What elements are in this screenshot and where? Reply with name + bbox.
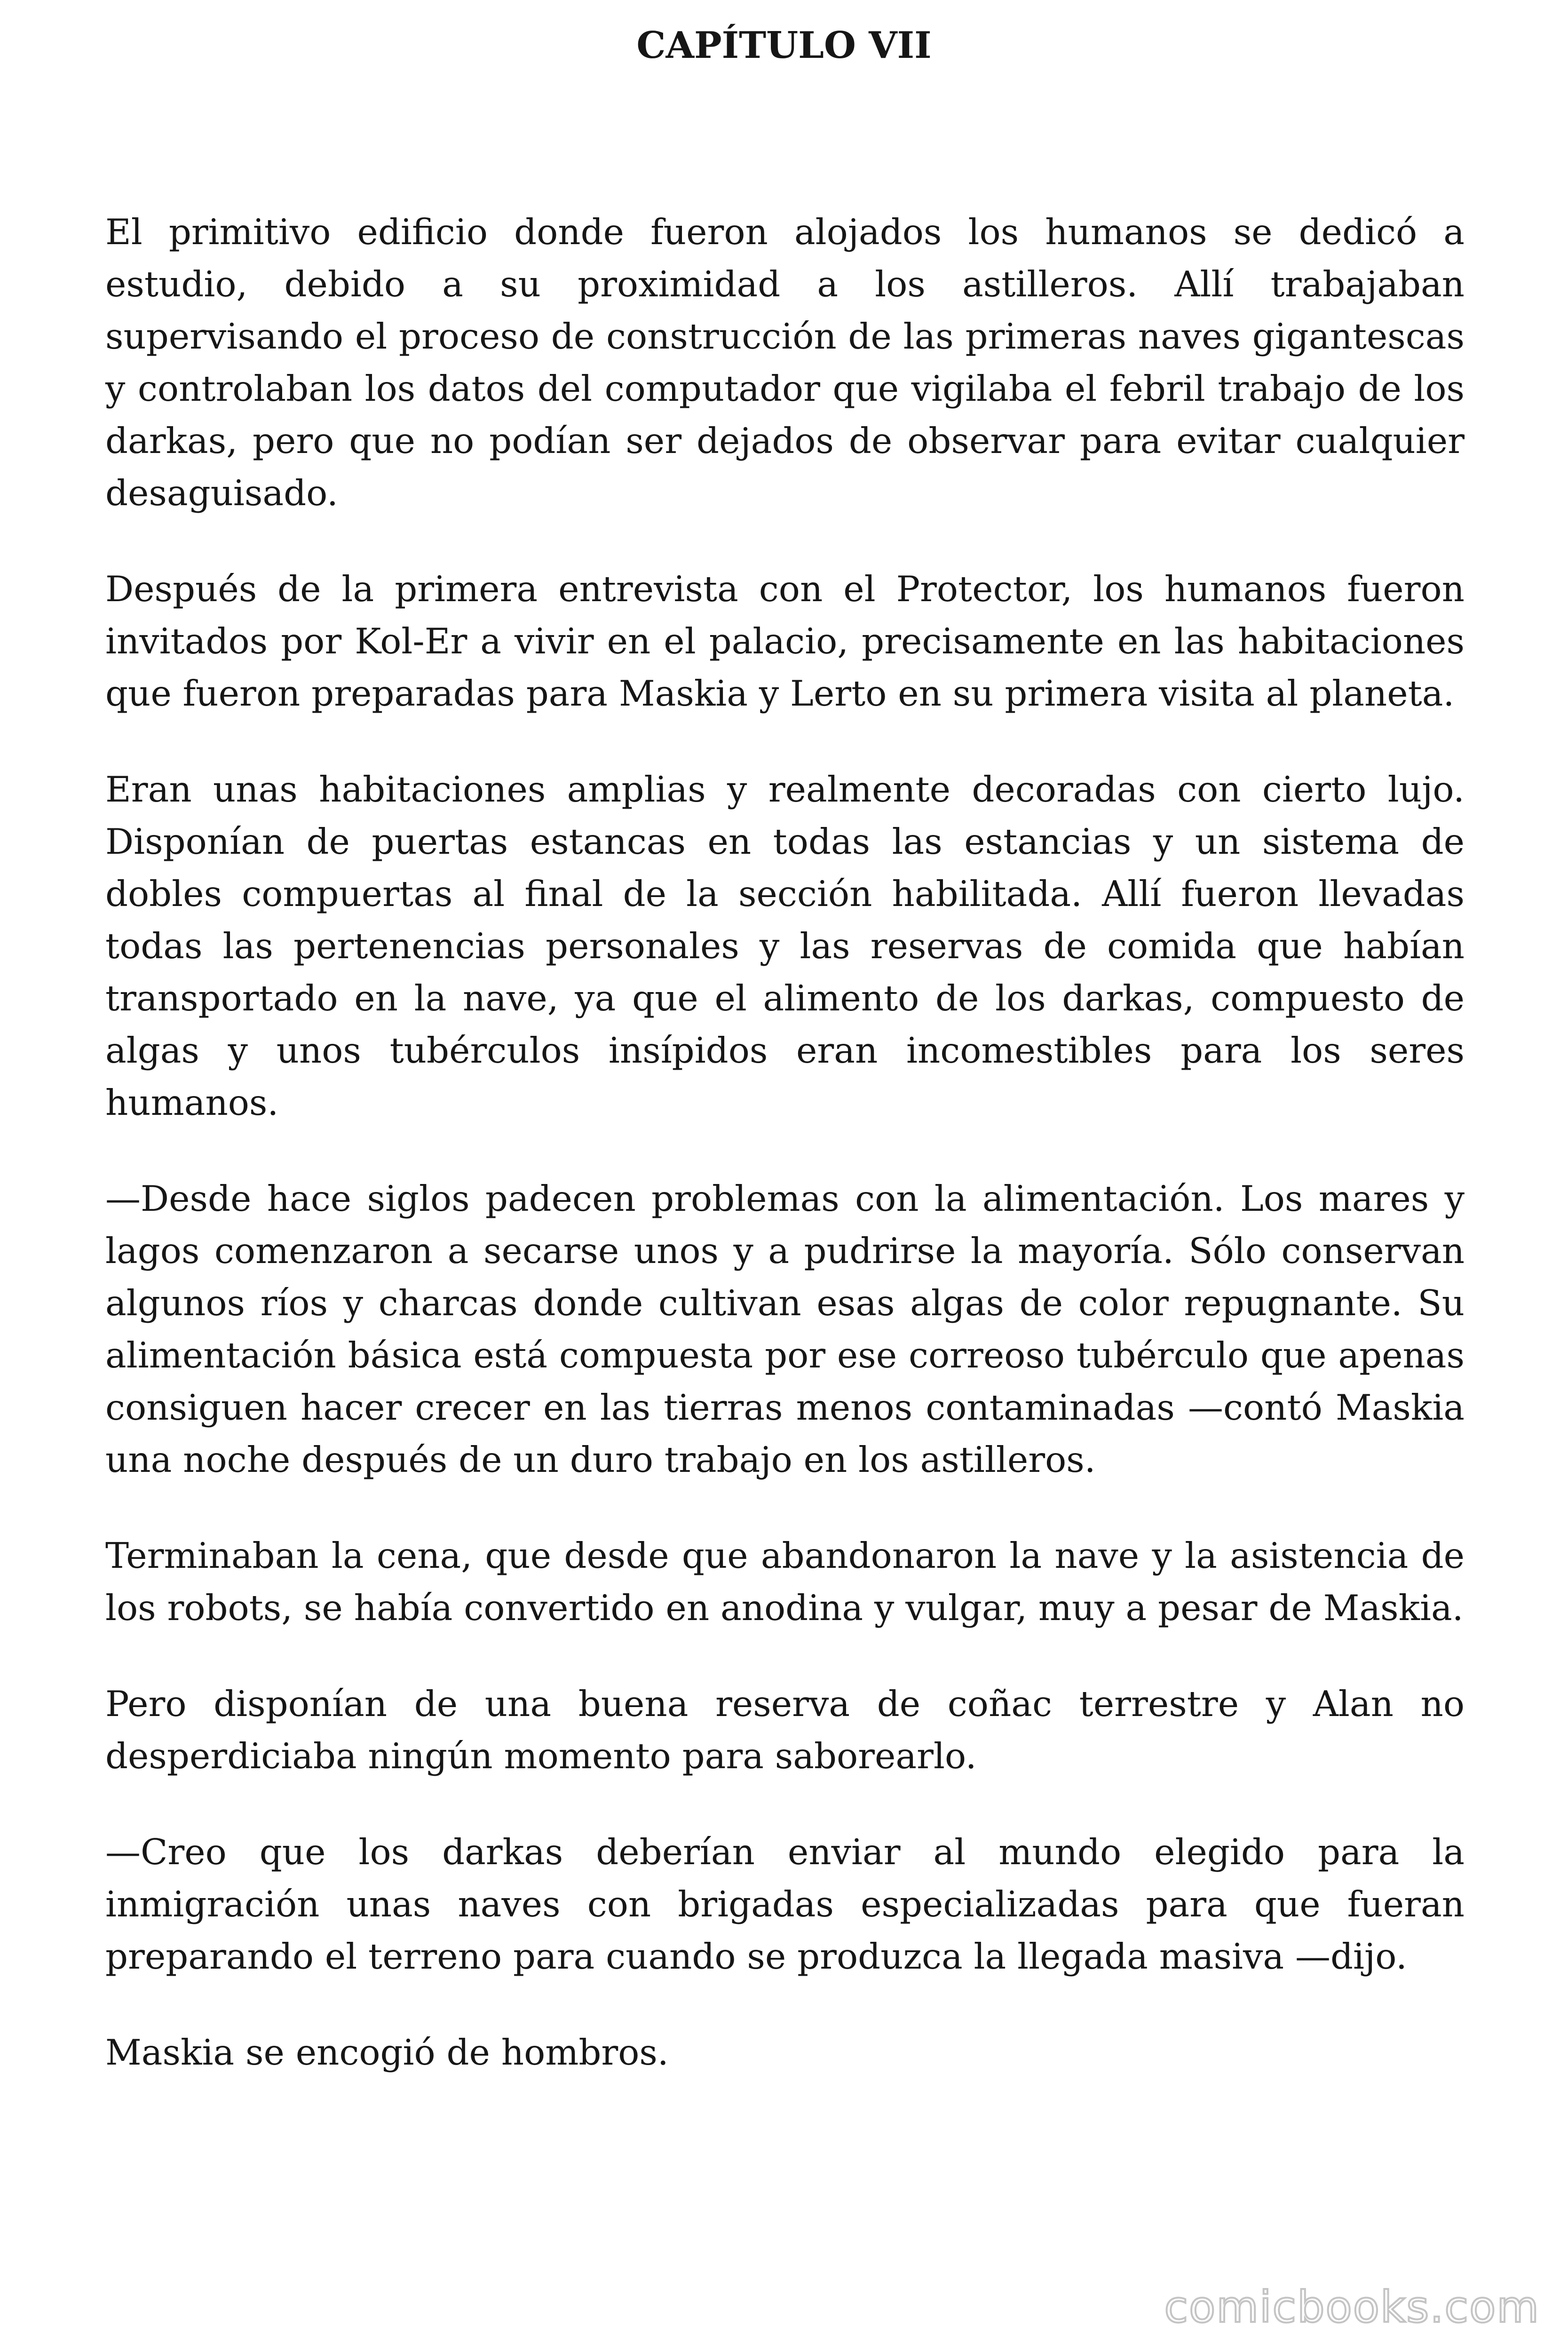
paragraph-7: —Creo que los darkas deberían enviar al mundo elegido para la inmigración unas naves con brigadas especializadas para que fueran preparando el terreno para cuando se produzca la llegada masiva —dijo. [105, 1831, 1465, 1977]
paragraph-3: Eran unas habitaciones amplias y realmente decoradas con cierto lujo. Disponían de puertas estancas en todas las estancias y un sistema de dobles compuertas al final de la sección habilitada. Allí fueron llevadas todas las pertenencias personales y las reservas de comida que habían transportado en la nave, ya que el alimento de los darkas, compuesto de algas y unos tubérculos insípidos eran incomestibles para los seres humanos. [105, 769, 1465, 1123]
watermark-logo: comicbooks.com [1164, 2282, 1540, 2332]
paragraph-1: El primitivo edificio donde fueron alojados los humanos se dedicó a estudio, debido a su proximidad a los astilleros. Allí trabajaban supervisando el proceso de construcción de las primeras naves gigantescas y controlaban los datos del computador que vigilaba el febril trabajo de los darkas, pero que no podían ser dejados de observar para evitar cualquier desaguisado. [105, 211, 1465, 514]
chapter-title: CAPÍTULO VII [636, 24, 932, 67]
chapter-body [105, 206, 1465, 2122]
paragraph-8: Maskia se encogió de hombros. [105, 2032, 669, 2073]
paragraph-5: Terminaban la cena, que desde que abandonaron la nave y la asistencia de los robots, se había convertido en anodina y vulgar, muy a pesar de Maskia. [105, 1535, 1465, 1629]
paragraph-2: Después de la primera entrevista con el Protector, los humanos fueron invitados por Kol-Er a vivir en el palacio, precisamente en las habitaciones que fueron preparadas para Maskia y Lerto en su primera visita al planeta. [105, 568, 1465, 714]
paragraph-6: Pero disponían de una buena reserva de coñac terrestre y Alan no desperdiciaba ningún momento para saborearlo. [105, 1683, 1465, 1777]
paragraph-4: —Desde hace siglos padecen problemas con la alimentación. Los mares y lagos comenzaron a secarse unos y a pudrirse la mayoría. Sólo conservan algunos ríos y charcas donde cultivan esas algas de color repugnante. Su alimentación básica está compuesta por ese correoso tubérculo que apenas consiguen hacer crecer en las tierras menos contaminadas —contó Maskia una noche después de un duro trabajo en los astilleros. [105, 1178, 1465, 1480]
